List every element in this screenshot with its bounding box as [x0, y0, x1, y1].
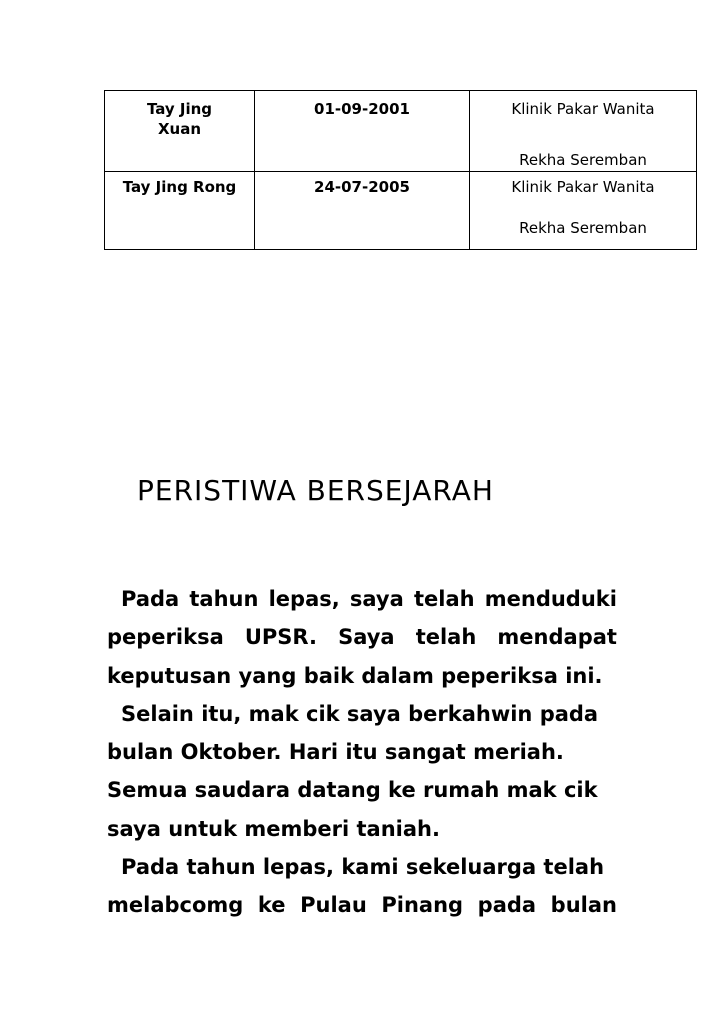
paragraph-line: Semua saudara datang ke rumah mak cik	[107, 778, 598, 803]
paragraph-line: Pada tahun lepas, kami sekeluarga telah	[121, 855, 605, 880]
name-line: Tay Jing	[146, 100, 213, 118]
paragraph-line	[107, 618, 617, 656]
paragraph-word: mendapat	[497, 625, 617, 650]
paragraph-line	[107, 886, 617, 924]
paragraph-word: ke	[257, 893, 286, 918]
date-cell	[255, 91, 470, 172]
birth-date: 01-09-2001	[314, 100, 410, 118]
paragraph-word: Pada	[121, 587, 180, 611]
paragraph-word: Pinang	[381, 893, 464, 918]
paragraph-line: Selain itu, mak cik saya berkahwin pada	[121, 701, 599, 726]
paragraph-word: tahun	[189, 587, 259, 611]
paragraph-line	[107, 580, 617, 618]
place-line: Rekha Seremban	[519, 219, 647, 237]
paragraph-word: telah	[413, 587, 475, 611]
table-row	[105, 91, 697, 172]
name-line: Xuan	[157, 120, 202, 138]
paragraph-word: bulan	[550, 893, 617, 918]
paragraph-word: UPSR.	[244, 625, 317, 650]
paragraph-word: melabcomg	[107, 893, 244, 918]
place-cell	[470, 172, 697, 250]
paragraph-word: Pulau	[300, 893, 367, 918]
place-cell	[470, 91, 697, 172]
name-cell	[105, 91, 255, 172]
paragraph-line: saya untuk memberi taniah.	[107, 816, 440, 841]
essay-body	[107, 580, 617, 925]
place-line: Rekha Seremban	[519, 151, 647, 169]
birth-record-table	[104, 90, 697, 250]
paragraph-line: keputusan yang baik dalam peperiksa ini.	[107, 663, 603, 688]
paragraph-word: saya	[349, 587, 404, 611]
paragraph-word: telah	[415, 625, 477, 650]
place-line: Klinik Pakar Wanita	[511, 100, 655, 118]
paragraph-word: lepas,	[268, 587, 340, 611]
name-cell	[105, 172, 255, 250]
paragraph-word: peperiksa	[107, 625, 224, 650]
table-row	[105, 172, 697, 250]
name-line: Tay Jing Rong	[122, 178, 237, 196]
paragraph-word: pada	[477, 893, 537, 918]
paragraph-word: menduduki	[484, 587, 617, 611]
date-cell	[255, 172, 470, 250]
essay-heading: PERISTIWA BERSEJARAH	[137, 474, 494, 507]
place-line: Klinik Pakar Wanita	[511, 178, 655, 196]
birth-date: 24-07-2005	[314, 178, 410, 196]
paragraph-word: Saya	[338, 625, 395, 650]
paragraph-line: bulan Oktober. Hari itu sangat meriah.	[107, 740, 564, 765]
